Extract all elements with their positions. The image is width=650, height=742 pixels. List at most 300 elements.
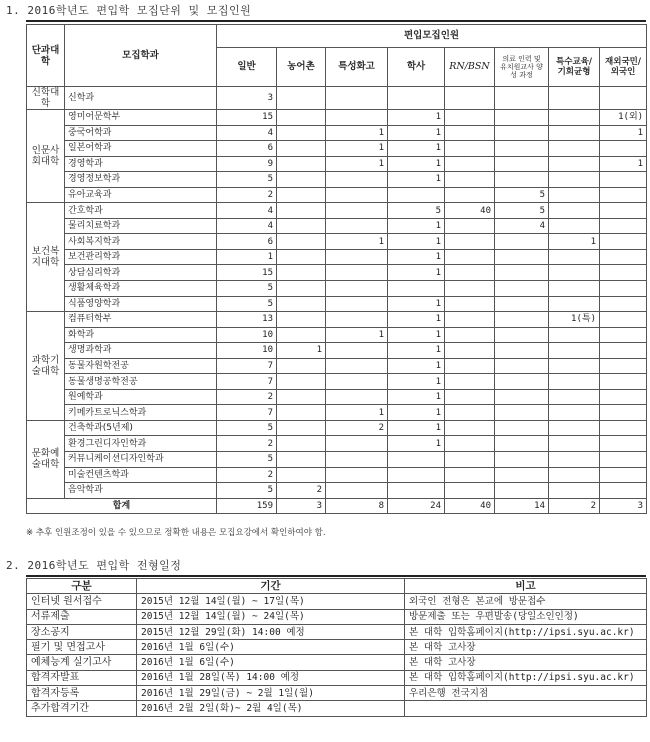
quota-cell	[445, 389, 495, 405]
schedule-period: 2015년 12월 29일(화) 14:00 예정	[137, 624, 405, 639]
col-header-rural: 농어촌	[277, 48, 326, 87]
quota-cell	[600, 281, 647, 297]
quota-cell	[495, 281, 549, 297]
quota-cell	[495, 405, 549, 421]
schedule-table	[26, 578, 647, 717]
section1-title: 1. 2016학년도 편입학 모집단위 및 모집인원	[6, 4, 252, 17]
quota-cell	[495, 374, 549, 390]
quota-cell	[326, 218, 388, 234]
quota-cell: 2	[277, 483, 326, 499]
major-name: 보건관리학과	[65, 249, 217, 265]
table-row	[27, 467, 647, 483]
quota-cell: 1	[326, 234, 388, 250]
major-name: 화학과	[65, 327, 217, 343]
quota-cell	[445, 187, 495, 203]
quota-cell: 1	[388, 343, 445, 359]
quota-cell: 4	[217, 218, 277, 234]
quota-cell	[600, 358, 647, 374]
quota-cell	[600, 249, 647, 265]
quota-cell	[445, 234, 495, 250]
quota-cell: 1	[388, 125, 445, 141]
quota-cell: 1	[600, 125, 647, 141]
major-name: 생명과학과	[65, 343, 217, 359]
quota-cell	[600, 172, 647, 188]
quota-cell	[549, 420, 600, 436]
quota-cell: 7	[217, 374, 277, 390]
quota-cell	[495, 87, 549, 110]
quota-cell	[495, 172, 549, 188]
quota-cell	[388, 467, 445, 483]
quota-cell	[445, 281, 495, 297]
quota-cell	[495, 110, 549, 126]
quota-cell: 1	[388, 234, 445, 250]
table-row	[27, 312, 647, 328]
college-header: 단과대학	[27, 25, 65, 87]
total-row	[27, 498, 647, 514]
quota-cell	[495, 420, 549, 436]
table-row	[27, 218, 647, 234]
quota-cell	[600, 483, 647, 499]
quota-cell	[495, 312, 549, 328]
quota-cell	[549, 110, 600, 126]
quota-cell	[277, 312, 326, 328]
schedule-remarks: 외국인 전형은 본교에 방문접수	[405, 594, 647, 609]
table-row	[27, 374, 647, 390]
col-header-general: 일반	[217, 48, 277, 87]
quota-cell: 5	[217, 172, 277, 188]
quota-cell	[326, 281, 388, 297]
quota-cell	[277, 156, 326, 172]
quota-cell	[326, 467, 388, 483]
schedule-row	[27, 686, 647, 701]
quota-cell: 1(외)	[600, 110, 647, 126]
quota-cell	[445, 125, 495, 141]
quota-cell: 1	[388, 172, 445, 188]
quota-cell: 1	[388, 327, 445, 343]
major-name: 음악학과	[65, 483, 217, 499]
quota-cell	[445, 436, 495, 452]
quota-cell	[600, 452, 647, 468]
quota-cell	[445, 327, 495, 343]
table-row	[27, 405, 647, 421]
adjustment-note: ※ 추후 인원조정이 있을 수 있으므로 정확한 내용은 모집요강에서 확인하여야 함.	[26, 528, 326, 538]
schedule-remarks: 본 대학 입학홈페이지(http://ipsi.syu.ac.kr)	[405, 624, 647, 639]
table-row	[27, 420, 647, 436]
quota-cell	[600, 187, 647, 203]
quota-cell	[277, 265, 326, 281]
table-row	[27, 172, 647, 188]
table-row	[27, 203, 647, 219]
quota-cell: 1	[388, 420, 445, 436]
total-cell: 3	[277, 498, 326, 514]
quota-cell	[277, 405, 326, 421]
quota-cell	[326, 203, 388, 219]
quota-cell	[549, 389, 600, 405]
quota-cell	[549, 405, 600, 421]
table-row	[27, 187, 647, 203]
quota-cell	[495, 141, 549, 157]
quota-cell: 5	[217, 420, 277, 436]
quota-cell	[600, 436, 647, 452]
quota-cell	[445, 265, 495, 281]
quota-cell: 13	[217, 312, 277, 328]
schedule-remarks: 우리은행 전국지점	[405, 686, 647, 701]
quota-cell	[600, 312, 647, 328]
quota-cell: 1	[388, 249, 445, 265]
quota-cell	[495, 156, 549, 172]
quota-cell	[277, 234, 326, 250]
major-name: 동물자원학전공	[65, 358, 217, 374]
col-header-special-edu: 특수교육/기회균형	[549, 48, 600, 87]
quota-cell: 1	[388, 405, 445, 421]
quota-cell	[277, 358, 326, 374]
quota-cell	[445, 172, 495, 188]
quota-cell: 1	[277, 343, 326, 359]
quota-cell	[277, 87, 326, 110]
quota-cell	[326, 172, 388, 188]
quota-cell	[326, 343, 388, 359]
quota-cell	[549, 156, 600, 172]
major-header: 모집학과	[65, 25, 217, 87]
section2-rule	[26, 575, 646, 577]
quota-cell: 40	[445, 203, 495, 219]
quota-cell	[549, 187, 600, 203]
quota-cell	[600, 234, 647, 250]
college-name: 보건복지대학	[27, 203, 65, 312]
quota-cell: 1	[326, 125, 388, 141]
quota-cell	[277, 374, 326, 390]
quota-cell	[445, 218, 495, 234]
quota-cell	[445, 405, 495, 421]
table-row	[27, 156, 647, 172]
quota-cell: 1	[388, 312, 445, 328]
schedule-row	[27, 670, 647, 685]
quota-cell	[326, 249, 388, 265]
major-name: 미술컨텐츠학과	[65, 467, 217, 483]
quota-cell	[600, 141, 647, 157]
quota-cell: 5	[217, 296, 277, 312]
schedule-remarks: 방문제출 또는 우편발송(당일소인인정)	[405, 609, 647, 624]
quota-cell	[549, 265, 600, 281]
major-name: 사회복지학과	[65, 234, 217, 250]
schedule-remarks: 본 대학 고사장	[405, 640, 647, 655]
college-name: 인문사회대학	[27, 110, 65, 203]
quota-cell: 1	[326, 327, 388, 343]
quota-cell: 1	[388, 265, 445, 281]
quota-cell: 4	[217, 125, 277, 141]
quota-cell: 2	[217, 467, 277, 483]
quota-cell	[600, 87, 647, 110]
table-row	[27, 281, 647, 297]
quota-cell	[549, 483, 600, 499]
section1-rule	[26, 20, 646, 22]
quota-cell: 7	[217, 358, 277, 374]
quota-cell: 1	[388, 156, 445, 172]
major-name: 유아교육과	[65, 187, 217, 203]
table-row	[27, 234, 647, 250]
major-name: 경영학과	[65, 156, 217, 172]
quota-cell	[549, 218, 600, 234]
quota-cell	[549, 452, 600, 468]
table-row	[27, 452, 647, 468]
table-row	[27, 483, 647, 499]
quota-cell	[277, 436, 326, 452]
quota-cell	[549, 358, 600, 374]
college-name: 문화예술대학	[27, 420, 65, 498]
schedule-category: 예체능계 실기고사	[27, 655, 137, 670]
quota-cell	[600, 389, 647, 405]
quota-cell	[445, 452, 495, 468]
schedule-table-body	[27, 594, 647, 716]
schedule-category: 인터넷 원서접수	[27, 594, 137, 609]
college-name: 과학기술대학	[27, 312, 65, 421]
total-cell: 159	[217, 498, 277, 514]
quota-cell	[277, 389, 326, 405]
quota-cell	[277, 452, 326, 468]
quota-cell: 6	[217, 141, 277, 157]
table-row	[27, 110, 647, 126]
quota-cell	[445, 467, 495, 483]
schedule-period: 2016년 1월 28일(목) 14:00 예정	[137, 670, 405, 685]
schedule-header-remarks: 비고	[405, 579, 647, 594]
schedule-row	[27, 701, 647, 716]
total-label: 합계	[27, 498, 217, 514]
recruitment-table-body	[27, 87, 647, 514]
quota-cell: 1	[388, 218, 445, 234]
quota-cell	[445, 374, 495, 390]
quota-cell	[277, 125, 326, 141]
major-name: 컴퓨터학부	[65, 312, 217, 328]
quota-cell	[277, 420, 326, 436]
quota-cell	[277, 187, 326, 203]
total-cell: 24	[388, 498, 445, 514]
col-header-rnbsn: RN/BSN	[445, 48, 495, 87]
quota-cell	[326, 296, 388, 312]
table-row	[27, 265, 647, 281]
schedule-remarks: 본 대학 고사장	[405, 655, 647, 670]
quota-cell: 1	[388, 296, 445, 312]
quota-cell	[549, 125, 600, 141]
quota-cell	[600, 203, 647, 219]
schedule-period: 2016년 1월 29일(금) ~ 2월 1일(월)	[137, 686, 405, 701]
quota-cell	[495, 358, 549, 374]
table-row	[27, 436, 647, 452]
quota-cell: 1	[326, 405, 388, 421]
major-name: 신학과	[65, 87, 217, 110]
quota-cell: 5	[495, 203, 549, 219]
total-cell: 3	[600, 498, 647, 514]
quota-cell: 1	[326, 156, 388, 172]
schedule-row	[27, 624, 647, 639]
schedule-header-category: 구분	[27, 579, 137, 594]
major-name: 건축학과(5년제)	[65, 420, 217, 436]
quota-cell: 3	[217, 87, 277, 110]
major-name: 간호학과	[65, 203, 217, 219]
col-header-bachelor: 학사	[388, 48, 445, 87]
quota-cell	[277, 172, 326, 188]
quota-cell	[600, 405, 647, 421]
group-header: 편입모집인원	[217, 25, 647, 48]
table-row	[27, 141, 647, 157]
quota-cell	[549, 436, 600, 452]
major-name: 중국어학과	[65, 125, 217, 141]
quota-cell	[277, 467, 326, 483]
schedule-period: 2015년 12월 14일(월) ~ 24일(목)	[137, 609, 405, 624]
quota-cell	[549, 296, 600, 312]
quota-cell: 15	[217, 265, 277, 281]
quota-cell	[445, 296, 495, 312]
col-header-medical: 의료 인력 및 유치원교사 양성 과정	[495, 48, 549, 87]
schedule-period: 2016년 1월 6일(수)	[137, 655, 405, 670]
quota-cell	[549, 343, 600, 359]
quota-cell	[600, 327, 647, 343]
quota-cell	[495, 436, 549, 452]
major-name: 물리치료학과	[65, 218, 217, 234]
quota-cell	[445, 141, 495, 157]
quota-cell: 1	[217, 249, 277, 265]
quota-cell	[277, 218, 326, 234]
schedule-category: 추가합격기간	[27, 701, 137, 716]
quota-cell	[445, 483, 495, 499]
quota-cell	[277, 281, 326, 297]
quota-cell	[600, 374, 647, 390]
major-name: 경영정보학과	[65, 172, 217, 188]
quota-cell	[549, 87, 600, 110]
quota-cell	[600, 420, 647, 436]
quota-cell	[549, 203, 600, 219]
quota-cell	[277, 110, 326, 126]
quota-cell	[600, 467, 647, 483]
quota-cell	[277, 203, 326, 219]
schedule-row	[27, 640, 647, 655]
table-row	[27, 87, 647, 110]
major-name: 원예학과	[65, 389, 217, 405]
quota-cell: 1	[388, 374, 445, 390]
quota-cell	[326, 389, 388, 405]
total-cell: 8	[326, 498, 388, 514]
quota-cell: 5	[217, 281, 277, 297]
quota-cell: 2	[217, 187, 277, 203]
quota-cell	[445, 420, 495, 436]
quota-cell: 5	[495, 187, 549, 203]
quota-cell	[445, 110, 495, 126]
table-row	[27, 389, 647, 405]
quota-cell	[495, 483, 549, 499]
major-name: 상담심리학과	[65, 265, 217, 281]
quota-cell	[549, 249, 600, 265]
quota-cell	[388, 187, 445, 203]
quota-cell	[549, 281, 600, 297]
quota-cell: 10	[217, 327, 277, 343]
quota-cell	[326, 87, 388, 110]
quota-cell	[600, 296, 647, 312]
quota-cell	[549, 172, 600, 188]
quota-cell: 1	[388, 358, 445, 374]
schedule-category: 서류제출	[27, 609, 137, 624]
quota-cell	[277, 249, 326, 265]
total-cell: 2	[549, 498, 600, 514]
quota-cell	[495, 467, 549, 483]
quota-cell: 2	[217, 389, 277, 405]
major-name: 키메카트로닉스학과	[65, 405, 217, 421]
quota-cell	[388, 452, 445, 468]
quota-cell	[445, 249, 495, 265]
major-name: 식품영양학과	[65, 296, 217, 312]
quota-cell: 4	[217, 203, 277, 219]
quota-cell	[495, 125, 549, 141]
quota-cell	[326, 436, 388, 452]
quota-cell	[495, 327, 549, 343]
quota-cell	[445, 343, 495, 359]
quota-cell	[549, 141, 600, 157]
schedule-category: 필기 및 면접고사	[27, 640, 137, 655]
table-row	[27, 358, 647, 374]
major-name: 환경그린디자인학과	[65, 436, 217, 452]
quota-cell: 1(특)	[549, 312, 600, 328]
col-header-overseas: 재외국민/외국인	[600, 48, 647, 87]
quota-cell	[326, 265, 388, 281]
quota-cell	[549, 467, 600, 483]
quota-cell	[388, 87, 445, 110]
quota-cell	[326, 374, 388, 390]
quota-cell	[388, 281, 445, 297]
total-cell: 14	[495, 498, 549, 514]
quota-cell	[495, 296, 549, 312]
quota-cell	[445, 358, 495, 374]
section2-title: 2. 2016학년도 편입학 전형일정	[6, 559, 182, 572]
quota-cell: 5	[217, 452, 277, 468]
quota-cell	[445, 312, 495, 328]
table-row	[27, 249, 647, 265]
table-row	[27, 296, 647, 312]
major-name: 영미어문학부	[65, 110, 217, 126]
quota-cell: 1	[600, 156, 647, 172]
quota-cell	[326, 358, 388, 374]
quota-cell	[277, 141, 326, 157]
quota-cell: 5	[217, 483, 277, 499]
table-row	[27, 125, 647, 141]
quota-cell	[326, 187, 388, 203]
table-row	[27, 327, 647, 343]
schedule-remarks: 본 대학 입학홈페이지(http://ipsi.syu.ac.kr)	[405, 670, 647, 685]
quota-cell	[326, 312, 388, 328]
college-name: 신학대학	[27, 87, 65, 110]
major-name: 생활체육학과	[65, 281, 217, 297]
quota-cell: 7	[217, 405, 277, 421]
quota-cell	[277, 296, 326, 312]
quota-cell	[326, 483, 388, 499]
schedule-category: 합격자등록	[27, 686, 137, 701]
quota-cell	[495, 249, 549, 265]
major-name: 동물생명공학전공	[65, 374, 217, 390]
quota-cell	[445, 87, 495, 110]
schedule-period: 2016년 2월 2일(화)~ 2월 4일(목)	[137, 701, 405, 716]
major-name: 일본어학과	[65, 141, 217, 157]
quota-cell: 6	[217, 234, 277, 250]
total-cell: 40	[445, 498, 495, 514]
quota-cell: 1	[549, 234, 600, 250]
quota-cell	[326, 110, 388, 126]
quota-cell	[495, 452, 549, 468]
quota-cell: 5	[388, 203, 445, 219]
schedule-period: 2016년 1월 6일(수)	[137, 640, 405, 655]
quota-cell	[388, 483, 445, 499]
quota-cell: 1	[388, 389, 445, 405]
quota-cell	[495, 389, 549, 405]
schedule-category: 장소공지	[27, 624, 137, 639]
schedule-header-period: 기간	[137, 579, 405, 594]
quota-cell: 1	[388, 141, 445, 157]
